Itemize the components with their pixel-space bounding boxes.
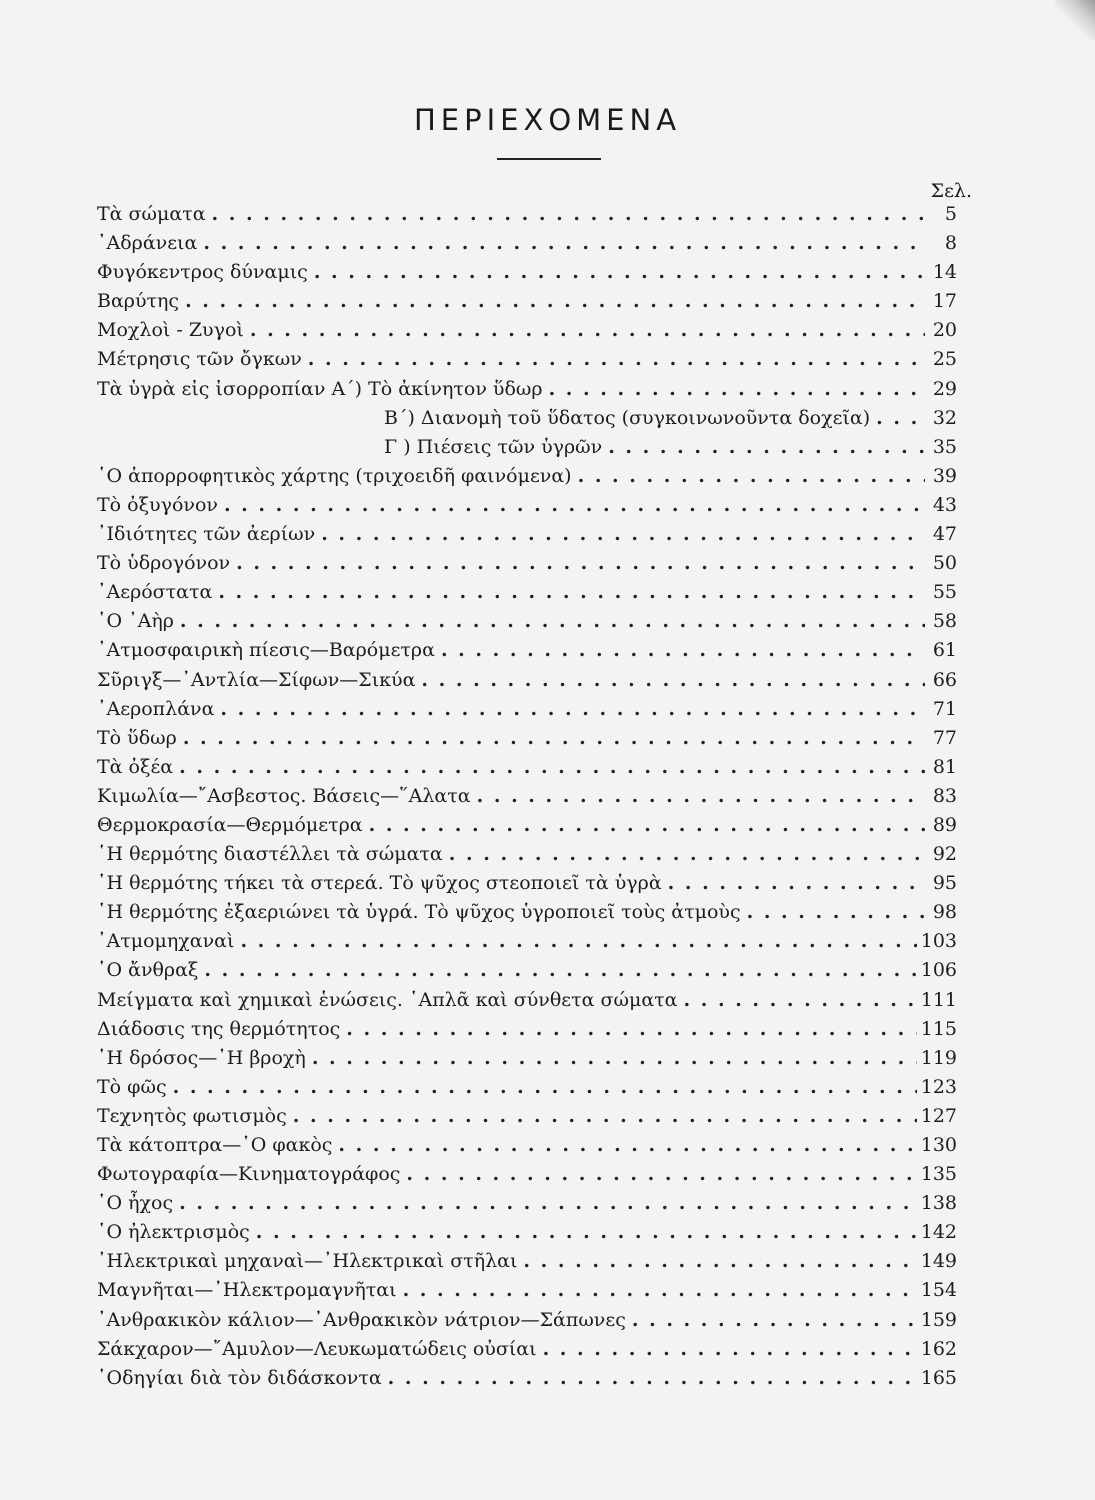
toc-entry-title: ᾿Ηλεκτρικαὶ μηχαναὶ—᾿Ηλεκτρικαὶ στῆλαι [97, 1250, 518, 1273]
toc-entry-page: 29 [932, 377, 957, 400]
dot-leader [747, 898, 925, 927]
toc-entry-title: ῾Ο ἀπορροφητικὸς χάρτης (τριχοειδῆ φαινόμενα) [97, 464, 572, 487]
dot-leader [449, 840, 925, 869]
toc-entry-title: Τὸ ὑδρογόνον [97, 552, 231, 575]
toc-entry-title: ᾿Αερόστατα [97, 581, 213, 604]
toc-entry-page: 162 [920, 1337, 957, 1360]
toc-entry-title: ῾Ο ἦχος [97, 1192, 174, 1215]
toc-entry-title: Σάκχαρον—῎Αμυλον—Λευκωματώδεις οὐσίαι [97, 1337, 537, 1360]
dot-leader [543, 1335, 917, 1364]
toc-entry [97, 666, 957, 695]
toc-entry-page: 20 [932, 319, 957, 342]
toc-entry [97, 578, 957, 607]
dot-leader [684, 986, 917, 1015]
dot-leader [185, 287, 925, 316]
dot-leader [308, 345, 925, 374]
toc-entry [97, 724, 957, 753]
toc-entry-title: Μείγματα καὶ χημικαὶ ἑνώσεις. ῾Απλᾶ καὶ σύνθετα σώματα [97, 988, 678, 1011]
dot-leader [369, 811, 925, 840]
toc-entry-page: 66 [932, 668, 957, 691]
toc-entry [97, 200, 957, 229]
toc-entry [97, 433, 957, 462]
toc-entry-title: ᾿Ατμομηχαναὶ [97, 930, 235, 953]
dot-leader [388, 1364, 917, 1393]
dot-leader [179, 753, 925, 782]
dot-leader [578, 462, 925, 491]
dot-leader [218, 578, 925, 607]
toc-entry [97, 1306, 957, 1335]
toc-entry [97, 1131, 957, 1160]
toc-entry-page: 130 [920, 1134, 957, 1156]
toc-entry-page: 149 [920, 1250, 957, 1273]
toc-entry [97, 375, 957, 404]
toc-entry-page: 123 [920, 1075, 957, 1098]
toc-entry-title: ῾Η δρόσος—῾Η βροχὴ [97, 1046, 306, 1069]
toc-entry [97, 840, 957, 869]
toc-entry-title: ᾿Αδράνεια [97, 232, 198, 255]
toc-entry-page: 55 [932, 581, 957, 604]
dot-leader [632, 1306, 917, 1335]
toc-entry [97, 404, 957, 433]
dot-leader [876, 404, 925, 433]
toc-entry [97, 898, 957, 927]
dot-leader [224, 491, 925, 520]
toc-entry-page: 58 [932, 610, 957, 633]
toc-entry-title: Θερμοκρασία—Θερμόμετρα [97, 813, 363, 836]
title-underline [497, 158, 601, 160]
table-of-contents [97, 200, 957, 1393]
toc-entry-page: 77 [932, 726, 957, 749]
toc-entry-page: 142 [920, 1221, 957, 1244]
toc-entry-title: Μαγνῆται—᾿Ηλεκτρομαγνῆται [97, 1279, 397, 1302]
toc-entry [97, 927, 957, 956]
toc-entry-page: 83 [932, 784, 957, 807]
toc-entry [97, 1364, 957, 1393]
dot-leader [314, 258, 925, 287]
page-column-label: Σελ. [930, 180, 972, 202]
toc-entry-page: 135 [920, 1163, 957, 1186]
toc-entry [97, 869, 957, 898]
dot-leader [346, 1015, 916, 1044]
toc-entry-page: 154 [920, 1279, 957, 1302]
toc-entry-page: 92 [932, 843, 957, 866]
dot-leader [180, 607, 925, 636]
toc-entry [97, 1015, 957, 1044]
dot-leader [240, 927, 916, 956]
toc-entry [97, 607, 957, 636]
dot-leader [204, 956, 916, 985]
toc-entry-page: 106 [920, 959, 957, 982]
dot-leader [321, 520, 925, 549]
toc-entry-title: Σῦριγξ—᾿Αντλία—Σίφων—Σικύα [97, 668, 416, 691]
dot-leader [403, 1276, 917, 1305]
dot-leader [523, 1247, 916, 1276]
toc-entry [97, 549, 957, 578]
toc-entry-page: 89 [932, 813, 957, 836]
dot-leader [441, 636, 925, 665]
toc-entry-page: 47 [932, 523, 957, 546]
toc-entry [97, 1335, 957, 1364]
toc-entry-title: Κιμωλία—῎Ασβεστος. Βάσεις—῞Αλατα [97, 784, 471, 807]
toc-entry [97, 316, 957, 345]
toc-entry-title: Β΄) Διανομὴ τοῦ ὕδατος (συγκοινωνοῦντα δοχεῖα) [384, 406, 871, 429]
toc-entry-page: 111 [920, 988, 957, 1011]
page-corner-shadow [1055, 0, 1095, 40]
toc-entry-page: 43 [932, 493, 957, 516]
toc-entry-title: Τεχνητὸς φωτισμὸς [97, 1104, 287, 1127]
toc-entry-title: Μέτρησις τῶν ὄγκων [97, 348, 302, 371]
dot-leader [312, 1044, 917, 1073]
toc-entry [97, 287, 957, 316]
toc-entry-page: 25 [932, 348, 957, 371]
toc-entry [97, 1276, 957, 1305]
dot-leader [220, 695, 925, 724]
toc-entry-title: Τὸ ὕδωρ [97, 726, 177, 749]
dot-leader [293, 1102, 917, 1131]
dot-leader [203, 229, 925, 258]
toc-entry-title: Τὰ κάτοπτρα—῾Ο φακὸς [97, 1134, 333, 1156]
toc-entry-title: Τὸ ὀξυγόνον [97, 493, 218, 516]
toc-entry-title: Μοχλοὶ - Ζυγοὶ [97, 319, 244, 342]
toc-entry-title: Γ ) Πιέσεις τῶν ὑγρῶν [384, 435, 603, 458]
toc-entry-title: ᾿Αεροπλάνα [97, 697, 215, 720]
dot-leader [338, 1131, 916, 1160]
dot-leader [406, 1160, 916, 1189]
toc-entry [97, 1102, 957, 1131]
toc-entry [97, 491, 957, 520]
toc-entry-page: 103 [920, 930, 957, 953]
toc-entry-title: ᾿Ατμοσφαιρικὴ πίεσις—Βαρόμετρα [97, 639, 435, 662]
toc-entry-page: 5 [944, 203, 957, 225]
dot-leader [173, 1073, 917, 1102]
toc-entry [97, 1073, 957, 1102]
toc-entry-page: 35 [932, 435, 957, 458]
toc-entry-page: 95 [932, 872, 957, 895]
page-title: ΠΕΡΙΕΧΟΜΕΝΑ [413, 103, 682, 137]
toc-entry [97, 258, 957, 287]
toc-entry-title: ῾Ο ᾿Αὴρ [97, 610, 174, 633]
toc-entry-page: 32 [932, 406, 957, 429]
toc-entry-page: 8 [944, 232, 957, 255]
toc-entry-page: 165 [920, 1366, 957, 1389]
toc-entry [97, 1044, 957, 1073]
dot-leader [421, 666, 925, 695]
toc-entry-title: ῾Η θερμότης διαστέλλει τὰ σώματα [97, 843, 443, 866]
toc-entry-page: 71 [932, 697, 957, 720]
toc-entry-title: ῾Ο ἄνθραξ [97, 959, 199, 982]
toc-entry-page: 39 [932, 464, 957, 487]
dot-leader [477, 782, 925, 811]
toc-entry-title: Διάδοσις της θερμότητος [97, 1017, 341, 1040]
toc-entry [97, 520, 957, 549]
toc-entry-page: 115 [920, 1017, 957, 1040]
dot-leader [608, 433, 925, 462]
toc-entry [97, 229, 957, 258]
dot-leader [183, 724, 925, 753]
toc-entry-title: Φωτογραφία—Κινηματογράφος [97, 1163, 401, 1186]
toc-entry [97, 986, 957, 1015]
toc-entry-page: 138 [920, 1192, 957, 1215]
toc-entry-title: Τὰ ὑγρὰ εἰς ἰσορροπίαν Α΄) Τὸ ἀκίνητον ὕδωρ [97, 377, 543, 400]
toc-entry [97, 462, 957, 491]
toc-entry-title: ῾Οδηγίαι διὰ τὸν διδάσκοντα [97, 1366, 382, 1389]
toc-entry-page: 127 [920, 1104, 957, 1127]
dot-leader [236, 549, 925, 578]
toc-entry-page: 50 [932, 552, 957, 575]
toc-entry-title: ῾Η θερμότης τήκει τὰ στερεά. Τὸ ψῦχος στεοποιεῖ τὰ ὑγρὰ [97, 872, 662, 895]
toc-entry-page: 17 [932, 290, 957, 313]
dot-leader [250, 316, 925, 345]
toc-entry [97, 956, 957, 985]
toc-entry-title: ῾Η θερμότης ἐξαεριώνει τὰ ὑγρά. Τὸ ψῦχος ὑγροποιεῖ τοὺς ἀτμοὺς [97, 901, 741, 924]
toc-entry-page: 119 [920, 1046, 957, 1069]
toc-entry-page: 159 [920, 1308, 957, 1331]
toc-entry-title: Φυγόκεντρος δύναμις [97, 261, 308, 284]
toc-entry-title: ᾿Ανθρακικὸν κάλιον—᾿Ανθρακικὸν νάτριον—Σάπωνες [97, 1308, 626, 1331]
toc-entry-title: Τὸ φῶς [97, 1075, 167, 1098]
toc-entry-page: 98 [932, 901, 957, 924]
dot-leader [179, 1189, 917, 1218]
toc-entry [97, 1189, 957, 1218]
toc-entry-title: ᾿Ιδιότητες τῶν ἀερίων [97, 523, 316, 546]
dot-leader [668, 869, 925, 898]
toc-entry [97, 753, 957, 782]
toc-entry [97, 1160, 957, 1189]
toc-entry [97, 811, 957, 840]
toc-entry-title: Τὰ ὀξέα [97, 755, 174, 778]
toc-entry-page: 81 [932, 755, 957, 778]
dot-leader [256, 1218, 917, 1247]
toc-entry [97, 1247, 957, 1276]
toc-entry [97, 695, 957, 724]
toc-entry-page: 61 [932, 639, 957, 662]
toc-entry-title: Τὰ σώματα [97, 203, 206, 225]
dot-leader [212, 200, 925, 229]
toc-entry [97, 782, 957, 811]
toc-entry [97, 345, 957, 374]
toc-entry-title: Βαρύτης [97, 290, 180, 313]
toc-entry-page: 14 [932, 261, 957, 284]
toc-entry-title: ῾Ο ἠλεκτρισμὸς [97, 1221, 250, 1244]
dot-leader [549, 375, 925, 404]
toc-entry [97, 1218, 957, 1247]
toc-entry [97, 636, 957, 665]
